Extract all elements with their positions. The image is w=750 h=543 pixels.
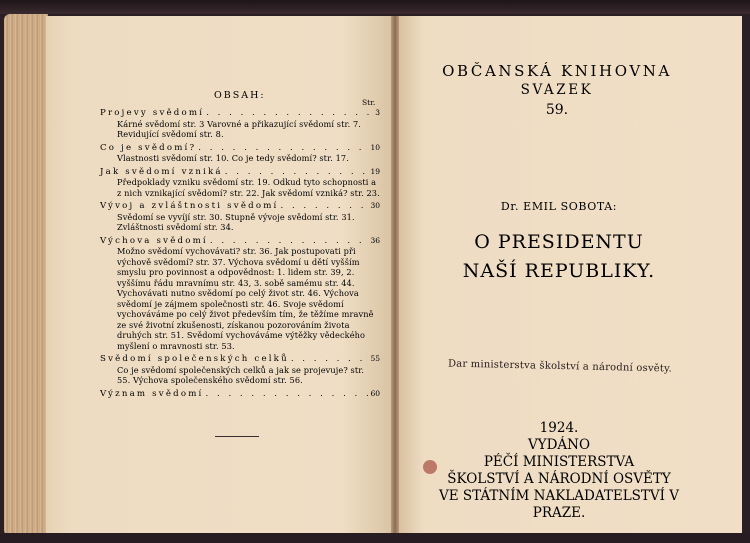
toc-entry: [100, 108, 380, 140]
toc-leader-dots: [225, 167, 369, 178]
imprint-line: VYDÁNO: [527, 437, 591, 453]
toc-leader-dots: [291, 354, 369, 365]
toc-title: OBSAH:: [214, 90, 266, 101]
publisher-imprint: [428, 420, 690, 522]
toc-page-number: 55: [370, 354, 380, 363]
imprint-line: ŠKOLSTVÍ A NÁRODNÍ OSVĚTY: [447, 471, 671, 487]
toc-page-number: 3: [375, 108, 380, 117]
toc-heading-row: [100, 354, 380, 365]
book-title-line: NAŠÍ REPUBLIKY.: [462, 260, 656, 282]
toc-heading: Výchova svědomí: [100, 235, 208, 246]
toc-leader-dots: [206, 389, 369, 400]
donation-stamp: Dar ministerstva školství a národní osvěty.: [447, 358, 673, 375]
toc-leader-dots: [281, 201, 369, 212]
toc-summary: Svědomí se vyvíjí str. 30. Stupně vývoje svědomí str. 31. Zvláštnosti svědomí str. 34.: [117, 211, 355, 232]
toc-entry: [100, 143, 380, 164]
toc-summary: Vlastnosti svědomí str. 10. Co je tedy svědomí? str. 17.: [117, 153, 349, 163]
toc-summary: Předpoklady vzniku svědomí str. 19. Odkud tyto schopnosti a z nich vznikající svědomí? str. 22. Jak svědomí vzniká? str. 23.: [117, 177, 380, 198]
toc-heading: Projevy svědomí: [100, 108, 205, 118]
author-name: Dr. EMIL SOBOTA:: [500, 200, 618, 213]
toc-entry: [100, 354, 380, 386]
toc-heading: Svědomí společenských celků: [100, 354, 289, 364]
toc-heading-row: [100, 201, 380, 212]
toc-entry: [100, 389, 380, 400]
book-title: [428, 228, 690, 286]
volume-number: 59.: [545, 102, 569, 118]
book-cover-bottom: [0, 533, 750, 543]
ink-blot: [423, 460, 437, 474]
toc-heading-row: [100, 108, 380, 119]
toc-heading: Co je svědomí?: [100, 142, 197, 153]
book-gutter: [391, 16, 399, 534]
toc-heading: Význam svědomí: [100, 388, 204, 399]
toc-heading-row: [100, 143, 380, 154]
toc-page-number: 10: [370, 142, 380, 152]
toc-summary: Kárné svědomí str. 3 Varovné a přikazující svědomí str. 7. Revidující svědomí str. 8.: [117, 118, 362, 139]
toc-summary: Co je svědomí společenských celků a jak se projevuje? str. 55. Výchova společenského svědomí str. 56.: [117, 364, 365, 385]
imprint-line: VE STÁTNÍM NAKLADATELSTVÍ V PRAZE.: [438, 488, 680, 521]
toc-page-number: 60: [370, 388, 380, 398]
imprint-line: PÉČÍ MINISTERSTVA: [483, 454, 635, 470]
table-of-contents: [100, 108, 380, 402]
toc-leader-dots: [198, 143, 368, 154]
toc-entry: [100, 236, 380, 352]
page-column-label: Str.: [362, 98, 376, 107]
book-title-line: O PRESIDENTU: [474, 231, 644, 253]
imprint-year: 1924.: [539, 420, 579, 436]
toc-heading: Vývoj a zvláštnosti svědomí: [100, 201, 279, 211]
page-edges: [4, 14, 48, 536]
series-name: OBČANSKÁ KNIHOVNA: [442, 62, 672, 80]
toc-heading: Jak svědomí vzniká: [100, 166, 223, 177]
toc-page-number: 36: [370, 235, 380, 245]
toc-page-number: 19: [370, 166, 380, 176]
toc-heading-row: [100, 389, 380, 400]
toc-entry: [100, 167, 380, 199]
toc-heading-row: [100, 236, 380, 247]
toc-entry: [100, 201, 380, 233]
toc-summary: Možno svědomí vychovávati? str. 36. Jak postupovati při výchově svědomí? str. 37. Výchova svědomí u dětí vyšším smyslu pro povinnost a odpovědnost: 1. lidem str. 39, 2. vyššímu řádu mravnímu str. 43, 3. sobě samému str. 44. Vychovávati nutno svědomí po celý život str. 46. Výchova svědomí je zájmem společnosti str. 46. Svoje svědomí vychováváme po celý život především tím, že těžíme mravně ze své životní zkušenosti, získanou pozorováním života druhých str. 51. Svědomí vychováváme výtěžky vědeckého myšlení o mravnosti str. 53.: [117, 246, 374, 351]
toc-leader-dots: [206, 108, 373, 119]
toc-leader-dots: [210, 236, 369, 247]
volume-label: SVAZEK: [520, 82, 594, 98]
toc-page-number: 30: [370, 201, 380, 210]
toc-end-rule: [215, 436, 259, 437]
book-cover-top: [0, 0, 750, 14]
toc-heading-row: [100, 167, 380, 178]
